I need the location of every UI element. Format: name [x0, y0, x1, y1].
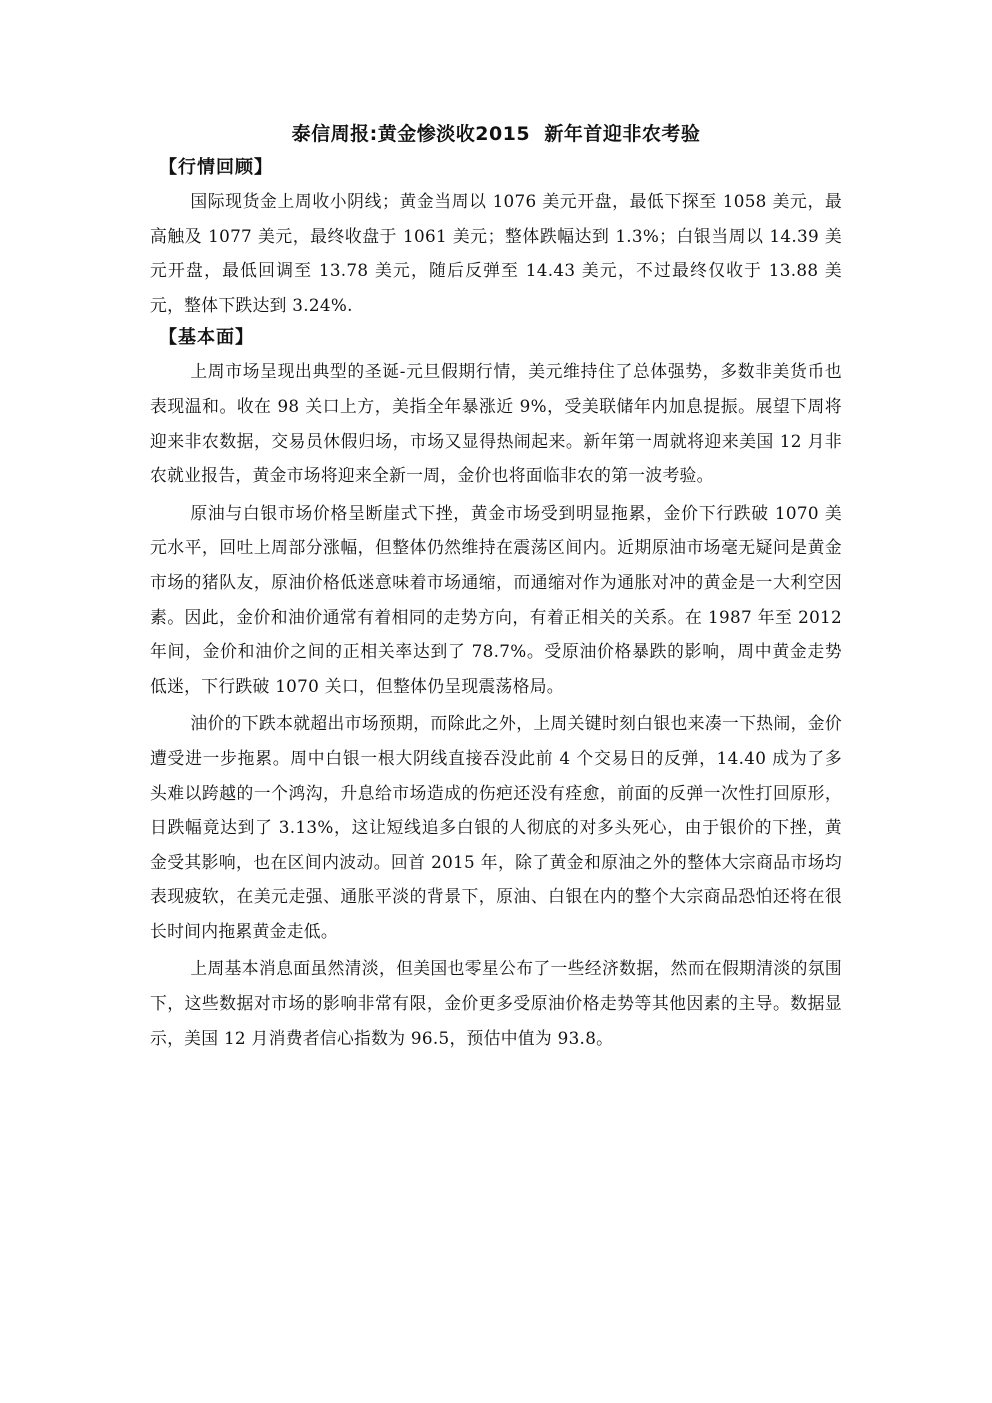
- paragraph-market-review: 国际现货金上周收小阴线；黄金当周以 1076 美元开盘，最低下探至 1058 美元，最高触及 1077 美元，最终收盘于 1061 美元；整体跌幅达到 1.3%；白银当周以 14.39 美元开盘，最低回调至 13.78 美元，随后反弹至 14.43 美元，不过最终仅收于 13.88 美元，整体下跌达到 3.24%.: [150, 191, 842, 315]
- section-heading-market-review: 【行情回顾】: [159, 157, 273, 178]
- paragraph-fundamentals-4: 上周基本消息面虽然清淡，但美国也零星公布了一些经济数据，然而在假期清淡的氛围下，这些数据对市场的影响非常有限，金价更多受原油价格走势等其他因素的主导。数据显示，美国 12 月消费者信心指数为 96.5，预估中值为 93.8。: [150, 958, 842, 1048]
- section-heading-fundamentals: 【基本面】: [159, 327, 254, 349]
- paragraph-fundamentals-3: 油价的下跌本就超出市场预期，而除此之外，上周关键时刻白银也来凑一下热闹，金价遭受进一步拖累。周中白银一根大阴线直接吞没此前 4 个交易日的反弹，14.40 成为了多头难以跨越的一个鸿沟，升息给市场造成的伤疤还没有痊愈，前面的反弹一次性打回原形，日跌幅竟达到了 3.13%，这让短线追多白银的人彻底的对多头死心，由于银价的下挫，黄金受其影响，也在区间内波动。回首 2015 年，除了黄金和原油之外的整体大宗商品市场均表现疲软，在美元走强、通胀平淡的背景下，原油、白银在内的整个大宗商品恐怕还将在很长时间内拖累黄金走低。: [150, 713, 842, 941]
- paragraph-fundamentals-2: 原油与白银市场价格呈断崖式下挫，黄金市场受到明显拖累，金价下行跌破 1070 美元水平，回吐上周部分涨幅，但整体仍然维持在震荡区间内。近期原油市场毫无疑问是黄金市场的猪队友，原油价格低迷意味着市场通缩，而通缩对作为通胀对冲的黄金是一大利空因素。因此，金价和油价通常有着相同的走势方向，有着正相关的关系。在 1987 年至 2012 年间，金价和油价之间的正相关率达到了 78.7%。受原油价格暴跌的影响，周中黄金走势低迷，下行跌破 1070 关口，但整体仍呈现震荡格局。: [150, 502, 842, 696]
- document-body: [150, 152, 842, 1055]
- paragraph-fundamentals-1: 上周市场呈现出典型的圣诞-元旦假期行情，美元维持住了总体强势，多数非美货币也表现温和。收在 98 关口上方，美指全年暴涨近 9%，受美联储年内加息提振。展望下周将迎来非农数据，交易员休假归场，市场又显得热闹起来。新年第一周就将迎来美国 12 月非农就业报告，黄金市场将迎来全新一周，金价也将面临非农的第一波考验。: [150, 361, 842, 486]
- document-title: 泰信周报:黄金惨淡收2015 新年首迎非农考验: [291, 123, 701, 145]
